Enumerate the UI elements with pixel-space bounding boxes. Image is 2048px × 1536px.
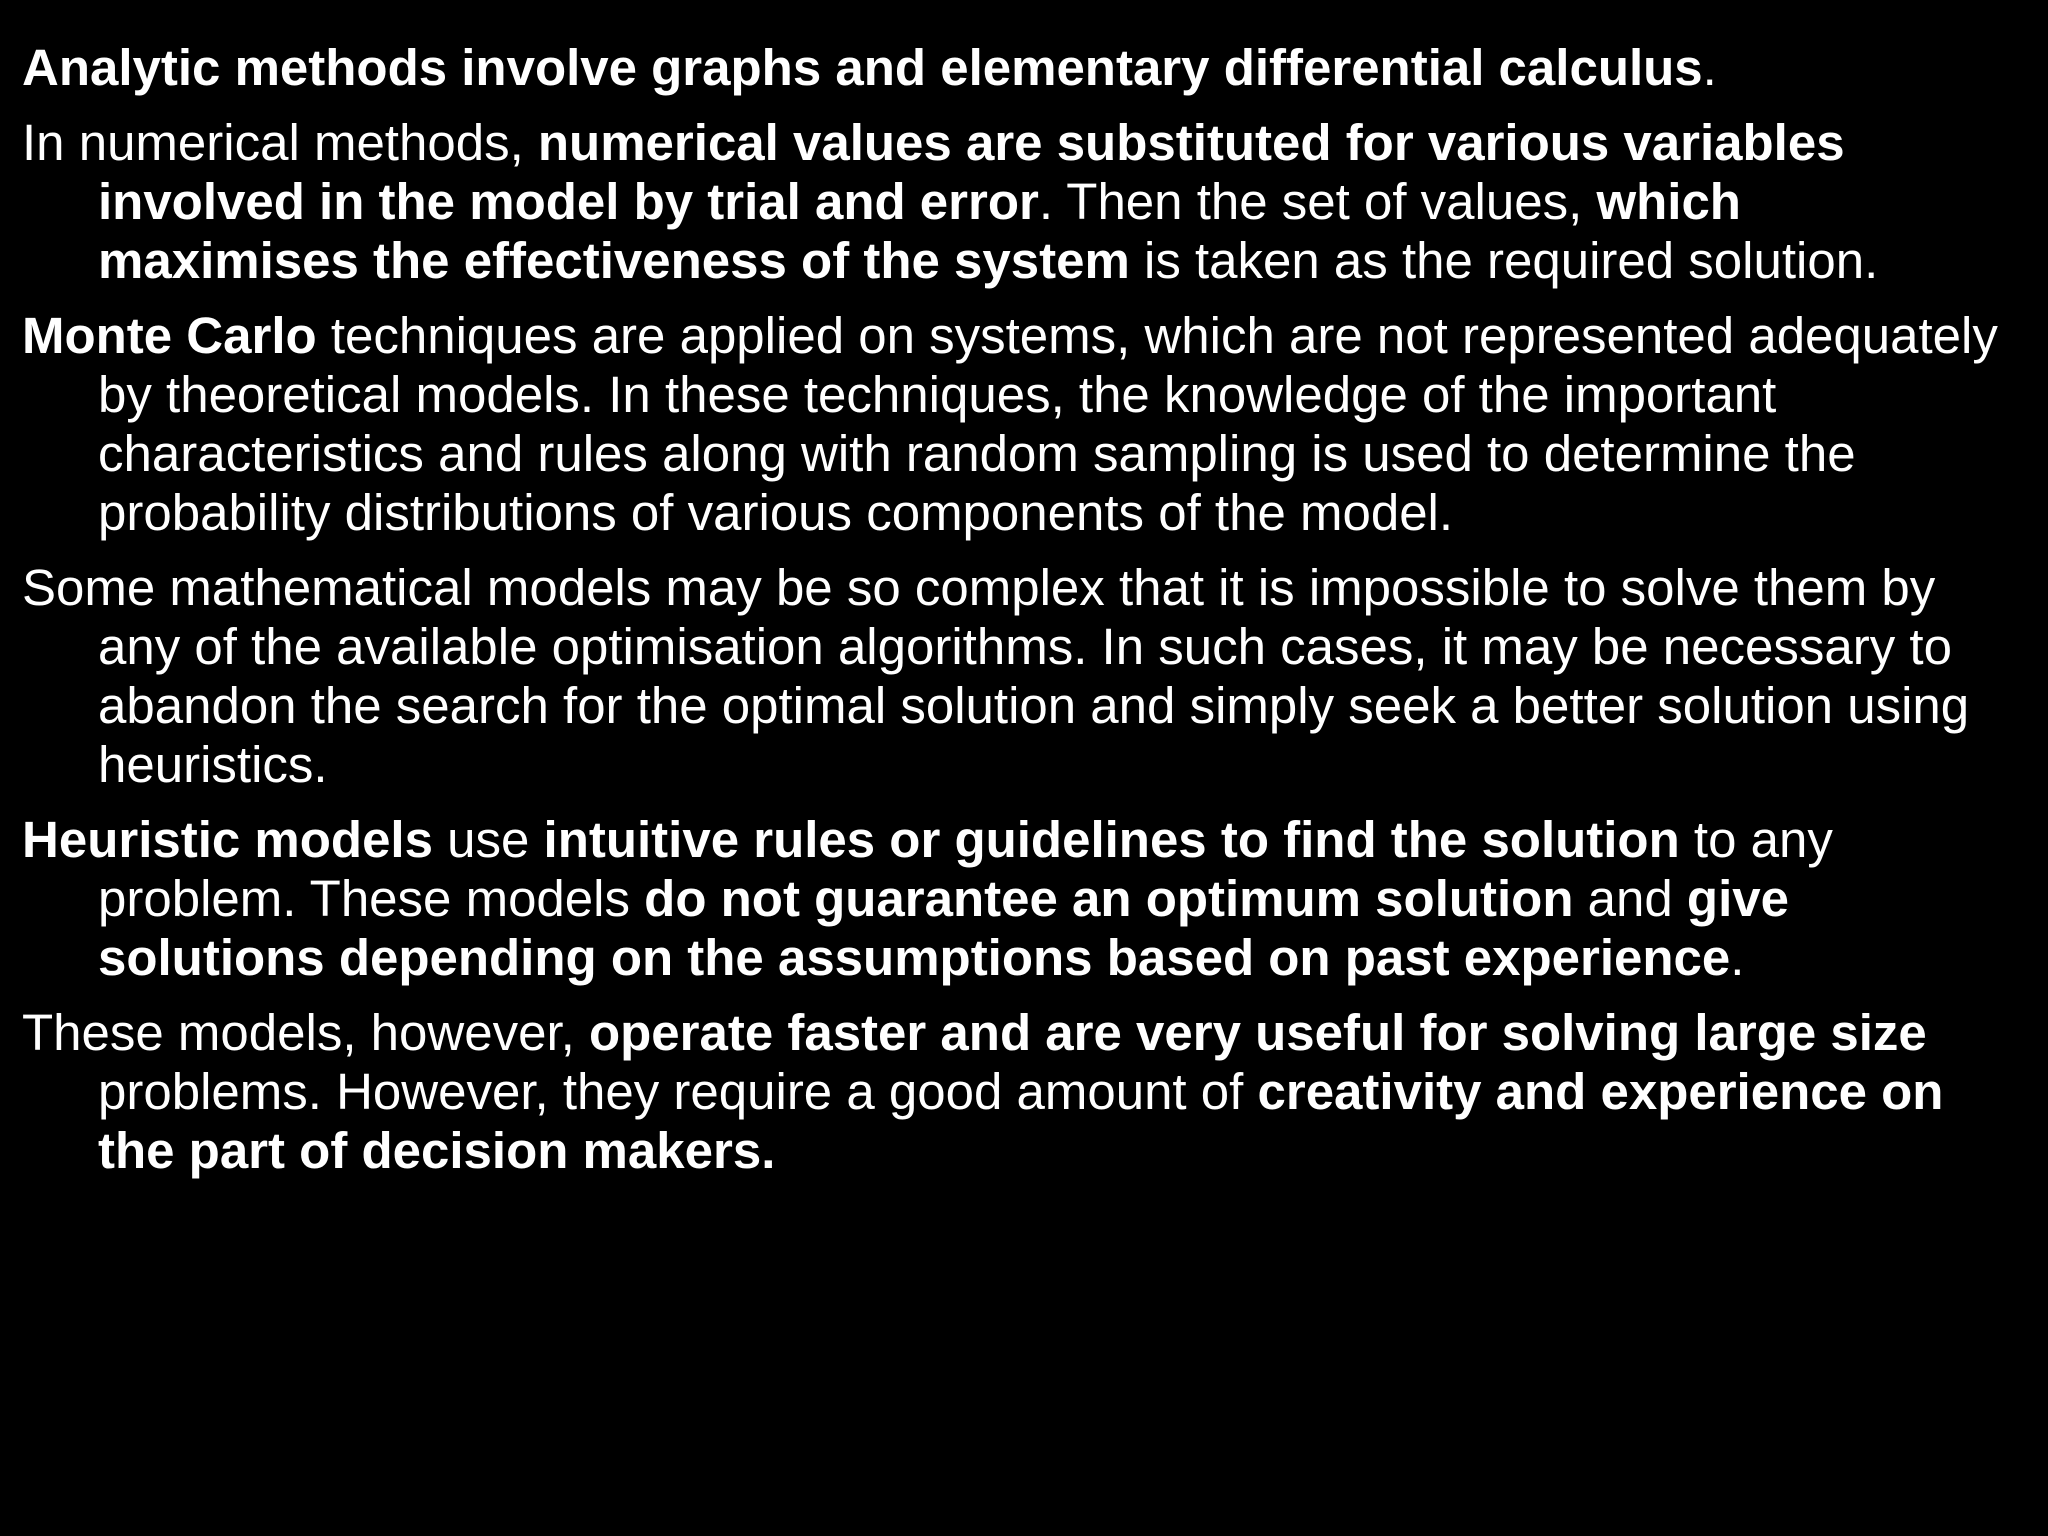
text-run: These models, however,: [22, 1004, 589, 1061]
text-run: In numerical methods,: [22, 114, 538, 171]
text-run: .: [1730, 929, 1745, 986]
paragraph-heuristic-models: [22, 810, 2012, 987]
paragraph-numerical-methods: [22, 113, 2012, 290]
text-run: is taken as the required solution.: [1129, 232, 1879, 289]
text-run: and: [1573, 870, 1687, 927]
text-run: . Then the set of values,: [1038, 173, 1597, 230]
text-run: .: [1702, 39, 1717, 96]
text-run: creativity and experience on the part of decision makers.: [98, 1063, 1944, 1179]
text-run: intuitive rules or guidelines to find the solution: [543, 811, 1680, 868]
paragraph-model-speed: [22, 1003, 2012, 1180]
text-run: techniques are applied on systems, which are not represented adequately by theoretical models. In these techniques, the knowledge of the important characteristics and rules along with random sampling is used to determine the probability distributions of various components of the model.: [98, 307, 1998, 541]
text-run: give solutions depending on the assumptions based on past experience: [98, 870, 1789, 986]
text-run: operate faster and are very useful for solving large size: [588, 1004, 1927, 1061]
text-run: Heuristic models: [22, 811, 433, 868]
text-run: to any problem. These models: [98, 811, 1833, 927]
text-run: which maximises the effectiveness of the system: [98, 173, 1741, 289]
slide-body: [22, 38, 2012, 1196]
text-run: numerical values are substituted for various variables involved in the model by trial and error: [98, 114, 1845, 230]
text-run: use: [432, 811, 544, 868]
text-run: Analytic methods involve graphs and elementary differential calculus: [22, 39, 1703, 96]
paragraph-monte-carlo: [22, 306, 2012, 542]
text-run: Some mathematical models may be so complex that it is impossible to solve them by any of the available optimisation algorithms. In such cases, it may be necessary to abandon the search for the optimal solution and simply seek a better solution using heuristics.: [22, 559, 1970, 793]
paragraph-analytic-methods: [22, 38, 2012, 97]
paragraph-complex-models: [22, 558, 2012, 794]
text-run: Monte Carlo: [22, 307, 317, 364]
text-run: problems. However, they require a good amount of: [98, 1063, 1258, 1120]
text-run: do not guarantee an optimum solution: [644, 870, 1574, 927]
